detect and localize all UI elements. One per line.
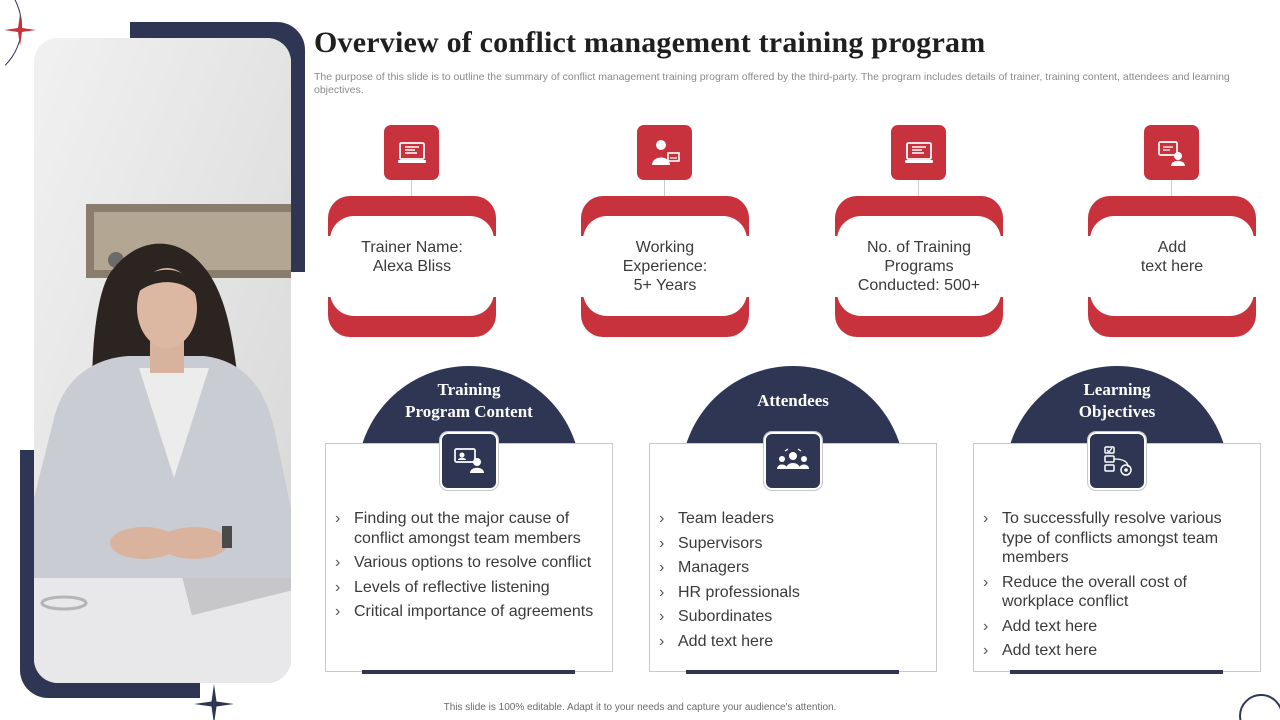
list-item: › Various options to resolve conflict	[335, 553, 607, 573]
list-item: › Levels of reflective listening	[335, 578, 607, 598]
panel-base-bar	[686, 670, 899, 674]
footer-note	[0, 702, 1280, 713]
info-card-programs	[835, 125, 1003, 337]
corner-decoration	[1239, 694, 1280, 720]
info-card-text: Trainer Name: Alexa Bliss	[361, 239, 463, 275]
list-item: › To successfully resolve various type of conflicts amongst team members	[983, 509, 1255, 568]
trainer-photo	[34, 38, 291, 683]
certificate-laptop-icon	[384, 125, 439, 180]
info-card-text: Add text here	[1140, 239, 1204, 275]
panel-list	[659, 509, 931, 656]
star-sparkle-icon	[4, 14, 36, 46]
connector-line	[664, 180, 665, 196]
card-body	[1090, 216, 1254, 316]
card-body	[330, 216, 494, 316]
list-item: › Add text here	[659, 632, 931, 652]
info-card-add-text	[1088, 125, 1256, 337]
list-item: › Team leaders	[659, 509, 931, 529]
panel-base-bar	[362, 670, 575, 674]
connector-line	[411, 180, 412, 196]
list-item: › Managers	[659, 558, 931, 578]
panel-list	[335, 509, 607, 627]
panel-training-content	[325, 366, 613, 674]
list-item: › Finding out the major cause of conflict amongst team members	[335, 509, 607, 548]
connector-line	[1171, 180, 1172, 196]
page-title: Overview of conflict management training program	[314, 26, 986, 59]
info-card-text: No. of Training Programs Conducted: 500+	[857, 239, 981, 294]
certificate-laptop-icon	[891, 125, 946, 180]
checklist-target-icon	[1088, 432, 1146, 490]
panel-list	[983, 509, 1255, 666]
connector-line	[918, 180, 919, 196]
panel-title: Attendees	[757, 391, 829, 410]
list-item: › Add text here	[983, 641, 1255, 661]
group-people-icon	[764, 432, 822, 490]
list-item: › Add text here	[983, 617, 1255, 637]
list-item: › Subordinates	[659, 607, 931, 627]
info-card-trainer	[328, 125, 496, 337]
card-body	[583, 216, 747, 316]
panel-base-bar	[1010, 670, 1223, 674]
panel-attendees	[649, 366, 937, 674]
trainer-presentation-icon	[637, 125, 692, 180]
list-item: › Critical importance of agreements	[335, 602, 607, 622]
list-item: › Reduce the overall cost of workplace conflict	[983, 573, 1255, 612]
list-item: › Supervisors	[659, 534, 931, 554]
list-item: › HR professionals	[659, 583, 931, 603]
card-body	[837, 216, 1001, 316]
footer-text: This slide is 100% editable. Adapt it to your needs and capture your audience's attention.	[443, 702, 837, 713]
panel-title: Learning Objectives	[1078, 380, 1156, 421]
info-card-text: Working Experience: 5+ Years	[622, 239, 708, 294]
panel-learning-objectives	[973, 366, 1261, 674]
panel-title: Training Program Content	[405, 380, 533, 421]
page-subtitle: The purpose of this slide is to outline the summary of conflict management training program offered by the third-party. The program includes details of trainer, training content, attendees and learning objectives.	[314, 71, 1230, 96]
video-conference-icon	[440, 432, 498, 490]
online-meeting-icon	[1144, 125, 1199, 180]
info-card-experience	[581, 125, 749, 337]
